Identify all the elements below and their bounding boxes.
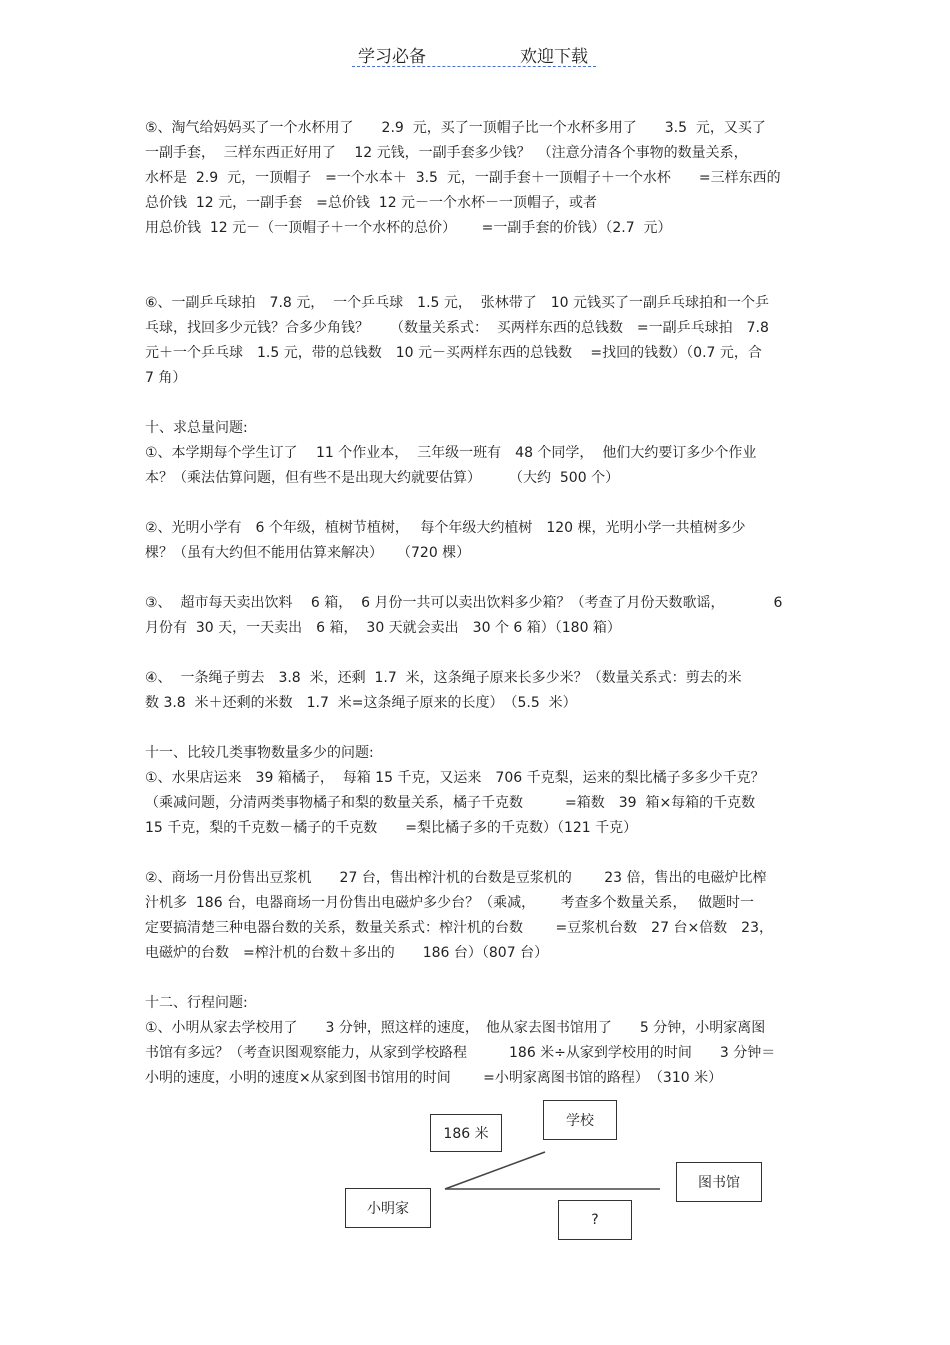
text-line: 本？（乘法估算问题，但有些不是出现大约就要估算） （大约 500 个） xyxy=(145,470,620,486)
text-line: （乘减问题，分清两类事物橘子和梨的数量关系，橘子千克数 =箱数 39 箱×每箱的千克数 xyxy=(145,795,756,811)
text-line: 棵？（虽有大约但不能用估算来解决） （720 棵） xyxy=(145,545,471,561)
text-line: ⑥、一副乒乓球拍 7.8 元， 一个乒乓球 1.5 元， 张林带了 10 元钱买了一副乒乓球拍和一个乒 xyxy=(145,295,770,311)
text-line: ①、水果店运来 39 箱橘子， 每箱 15 千克，又运来 706 千克梨，运来的梨比橘子多多少千克？ xyxy=(145,770,765,786)
route-line-to-school xyxy=(445,1152,545,1189)
text-line: 15 千克，梨的千克数－橘子的千克数 =梨比橘子多的千克数）（121 千克） xyxy=(145,820,638,836)
text-line: ⑤、淘气给妈妈买了一个水杯用了 2.9 元，买了一顶帽子比一个水杯多用了 3.5 元，又买了 xyxy=(145,120,766,136)
text-line: 月份有 30 天，一天卖出 6 箱， 30 天就会卖出 30 个 6 箱）（180 箱） xyxy=(145,620,621,636)
text-line: 汁机多 186 台，电器商场一月份售出电磁炉多少台？（乘减， 考查多个数量关系， 做题时一 xyxy=(145,895,754,911)
section-heading: 十、求总量问题: xyxy=(145,420,248,436)
text-line: 定要搞清楚三种电器台数的关系，数量关系式：榨汁机的台数 =豆浆机台数 27 台×倍数 23， xyxy=(145,920,773,936)
text-line: 书馆有多远？（考查识图观察能力，从家到学校路程 186 米÷从家到学校用的时间 3 分钟＝ xyxy=(145,1045,776,1061)
text-line: 小明的速度，小明的速度×从家到图书馆用的时间 =小明家离图书馆的路程） （310 米） xyxy=(145,1070,723,1086)
header-left-text: 学习必备 xyxy=(358,47,426,67)
header-right-text: 欢迎下载 xyxy=(520,47,588,67)
text-line: ①、小明从家去学校用了 3 分钟，照这样的速度， 他从家去图书馆用了 5 分钟，小明家离图 xyxy=(145,1020,766,1036)
section-heading: 十二、行程问题: xyxy=(145,995,248,1011)
text-line: ②、商场一月份售出豆浆机 27 台，售出榨汁机的台数是豆浆机的 23 倍，售出的电磁炉比榨 xyxy=(145,870,767,886)
text-line: 一副手套， 三样东西正好用了 12 元钱，一副手套多少钱？ （注意分清各个事物的数量关系， xyxy=(145,145,748,161)
text-line: 乓球，找回多少元钱？合多少角钱？ （数量关系式： 买两样东西的总钱数 =一副乒乓球拍 7.8 xyxy=(145,320,769,336)
text-line: 用总价钱 12 元－（一顶帽子＋一个水杯的总价） =一副手套的价钱）（2.7 元） xyxy=(145,220,672,236)
home-box: 小明家 xyxy=(345,1188,431,1228)
text-line: ①、本学期每个学生订了 11 个作业本， 三年级一班有 48 个同学， 他们大约要订多少个作业 xyxy=(145,445,757,461)
section-heading: 十一、比较几类事物数量多少的问题: xyxy=(145,745,374,761)
text-line: ④、 一条绳子剪去 3.8 米，还剩 1.7 米，这条绳子原来长多少米？（数量关系式：剪去的米 xyxy=(145,670,742,686)
distance-label-box: 186 米 xyxy=(430,1114,502,1152)
text-line: 电磁炉的台数 =榨汁机的台数＋多出的 186 台）（807 台） xyxy=(145,945,549,961)
text-line: 数 3.8 米＋还剩的米数 1.7 米=这条绳子原来的长度） （5.5 米） xyxy=(145,695,577,711)
text-line: 7 角） xyxy=(145,370,187,386)
text-line: ③、 超市每天卖出饮料 6 箱， 6 月份一共可以卖出饮料多少箱？（考查了月份天数歌谣， 6 xyxy=(145,595,783,611)
text-line: 总价钱 12 元，一副手套 =总价钱 12 元－一个水杯－一顶帽子，或者 xyxy=(145,195,598,211)
unknown-distance-box: ? xyxy=(558,1200,632,1240)
text-line: 元＋一个乒乓球 1.5 元，带的总钱数 10 元－买两样东西的总钱数 =找回的钱数）（0.7 元，合 xyxy=(145,345,762,361)
text-line: 水杯是 2.9 元，一顶帽子 =一个水本＋ 3.5 元，一副手套＋一顶帽子＋一个水杯 =三样东西的 xyxy=(145,170,781,186)
school-box: 学校 xyxy=(543,1100,617,1140)
library-box: 图书馆 xyxy=(676,1162,762,1202)
text-line: ②、光明小学有 6 个年级，植树节植树， 每个年级大约植树 120 棵，光明小学一共植树多少 xyxy=(145,520,746,536)
